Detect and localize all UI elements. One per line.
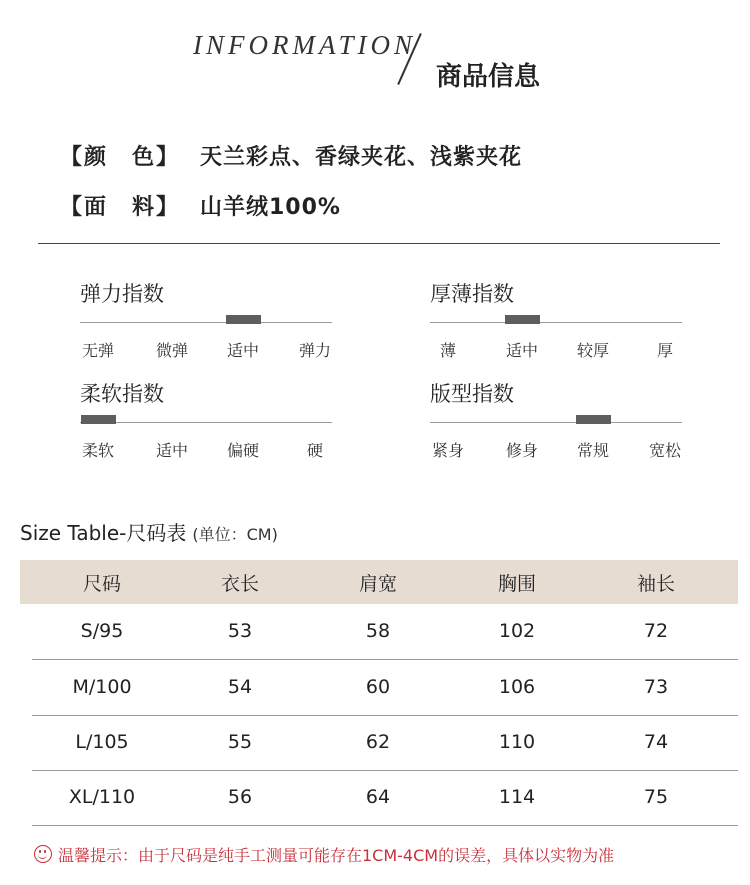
size-table-unit: (单位：CM) [192, 525, 278, 544]
index-indicator [505, 315, 540, 324]
spec-value-fabric: 山羊绒100% [200, 195, 341, 220]
elasticity-index: 弹力指数 无弹 微弹 适中 弹力 [80, 278, 332, 378]
header-title-en: INFORMATION [193, 30, 416, 60]
index-title: 柔软指数 [80, 382, 164, 406]
index-indicator [576, 415, 611, 424]
spec-value-color: 天兰彩点、香绿夹花、浅紫夹花 [200, 145, 523, 170]
index-track [80, 322, 332, 323]
size-table-title-text: Size Table-尺码表 [20, 521, 187, 545]
index-track [80, 422, 332, 423]
spec-label-color: 【颜 色】 [60, 145, 181, 170]
table-header-row: 尺码 衣长 肩宽 胸围 袖长 [20, 560, 738, 604]
index-title: 弹力指数 [80, 282, 164, 306]
spec-label-fabric: 【面 料】 [60, 195, 181, 220]
header-slash-divider [412, 33, 414, 87]
row-divider [32, 825, 738, 826]
size-table-title [20, 517, 278, 546]
section-divider [38, 243, 720, 244]
table-row: S/95 53 58 102 72 [80, 620, 669, 642]
thickness-index: 厚薄指数 薄 适中 较厚 厚 [430, 278, 682, 378]
table-row: M/100 54 60 106 73 [72, 676, 669, 698]
table-row: L/105 55 62 110 74 [75, 731, 669, 753]
index-indicator [81, 415, 116, 424]
index-indicator [226, 315, 261, 324]
index-track [430, 422, 682, 423]
fit-index: 版型指数 紧身 修身 常规 宽松 [430, 378, 682, 478]
softness-index: 柔软指数 柔软 适中 偏硬 硬 [80, 378, 332, 478]
tip-text: 温馨提示：由于尺码是纯手工测量可能存在1CM-4CM的误差，具体以实物为准 [58, 846, 615, 865]
header-title-cn: 商品信息 [436, 62, 541, 92]
smiley-icon [34, 845, 52, 863]
index-title: 版型指数 [430, 382, 514, 406]
index-title: 厚薄指数 [430, 282, 514, 306]
table-row: XL/110 56 64 114 75 [68, 786, 669, 808]
tip-note [34, 843, 614, 866]
index-track [430, 322, 682, 323]
